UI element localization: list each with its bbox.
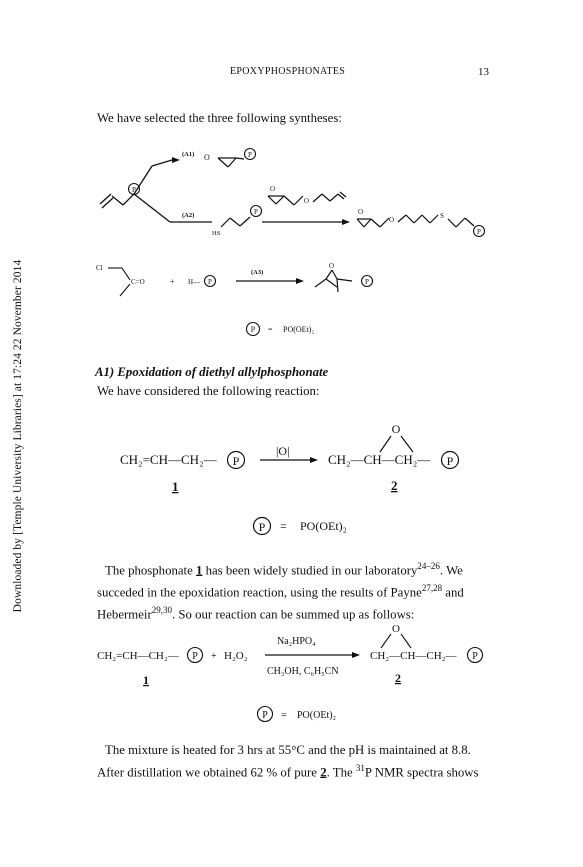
a2-product-structure (357, 215, 474, 227)
oxidant-label: |O| (276, 444, 290, 458)
product-formula: CH₂—CH—CH₂— (370, 650, 457, 662)
ether-o-label: O (304, 197, 310, 205)
thioether-s-label: S (440, 212, 444, 220)
product-formula: CH₂—CH—CH₂— (328, 452, 431, 467)
ether-o-label: O (389, 216, 395, 224)
synthesis-scheme (0, 0, 583, 340)
p-label: P (250, 325, 256, 334)
compound-1-label: 1 (172, 479, 179, 494)
epoxide-o-label: O (358, 208, 364, 216)
compound-2-label: 2 (391, 478, 398, 493)
h-label: H— (188, 278, 201, 286)
reaction-1-scheme (0, 410, 583, 545)
reaction-2-scheme (0, 618, 583, 730)
reagent-below: CH₃OH, C₆H₅CN (267, 666, 339, 677)
p-label: P (258, 520, 266, 534)
legend-equals: = (281, 710, 287, 721)
reactant-formula: CH₂=CH—CH₂— (97, 650, 179, 662)
reactant-formula: CH₂=CH—CH₂— (120, 452, 217, 467)
legend-formula: PO(OEt)₂ (283, 325, 315, 334)
reagent-above: Na₂HPO₄ (277, 636, 316, 647)
legend-equals: = (268, 325, 273, 334)
section-heading: A1) Epoxidation of diethyl allylphosphonate (95, 365, 329, 379)
nmr-isotope: 31 (355, 762, 365, 773)
route-a2-label: (A2) (182, 212, 195, 219)
compound-1-label: 1 (143, 673, 149, 687)
p-label: P (365, 278, 369, 286)
carbonyl-label: C=O (131, 278, 145, 286)
p-label: P (132, 186, 136, 194)
p-label: P (262, 710, 268, 721)
paragraph-mixture: The mixture is heated for 3 hrs at 55°C and the pH is maintained at 8.8. After distillation we obtained 62 % of pure 2. The $^{31}$P NMR spectra shows (97, 743, 479, 779)
epoxide-o-label: O (329, 262, 335, 270)
download-margin-note: Downloaded by [Temple University Libraries] at 17:24 22 November 2014 (12, 259, 24, 613)
citation: 29,30 (151, 604, 172, 615)
plus-sign: + (211, 651, 217, 662)
a3-epoxide-structure (315, 270, 352, 292)
running-title: EPOXYPHOSPHONATES (230, 66, 346, 77)
compound-2-label: 2 (395, 671, 401, 685)
citation: 24–26 (417, 561, 440, 571)
chloroacetone-structure (108, 268, 130, 296)
p-label: P (208, 278, 212, 286)
considered-text: We have considered the following reaction: (97, 384, 320, 398)
legend-formula: PO(OEt)₂ (297, 710, 337, 721)
epoxide-o-label: O (392, 623, 400, 635)
route-a3-label: (A3) (251, 269, 264, 276)
intro-text: We have selected the three following syntheses: (97, 111, 342, 125)
compound-ref: 1 (195, 563, 203, 578)
epoxide-ring-structure (381, 634, 411, 648)
epoxide-o-label: O (204, 153, 210, 162)
chloro-label: Cl (96, 264, 103, 272)
citation: 27,28 (421, 582, 443, 593)
epoxide-o-label: O (270, 185, 276, 193)
p-label: P (254, 208, 258, 216)
epoxy-a1-structure (218, 158, 244, 167)
p-label: P (446, 454, 454, 468)
compound-ref: 2 (320, 764, 327, 779)
paragraph-phosphonate: The phosphonate 1 has been widely studied in our laboratory$^{24-26}$. We succeded in the epoxidation reaction, using the results of Payne$^{27,28}$ and Hebermeir$^{29,30}$. So our reaction can be summed up as follows: (97, 561, 464, 621)
p-label: P (248, 151, 252, 159)
epoxide-o-label: O (391, 422, 401, 436)
hs-label: HS (212, 230, 221, 237)
epoxide-ring-structure (380, 436, 413, 452)
p-label: P (232, 454, 240, 468)
oxidant-formula: H₂O₂ (224, 650, 248, 662)
page-number: 13 (478, 66, 489, 78)
route-a1-label: (A1) (182, 151, 195, 158)
plus-sign: + (170, 277, 175, 286)
p-label: P (192, 651, 198, 662)
legend-equals: = (280, 519, 287, 533)
p-label: P (477, 228, 481, 236)
mercapto-phosphonate-structure (221, 217, 250, 227)
p-label: P (472, 651, 478, 662)
legend-formula: PO(OEt)₂ (300, 519, 347, 533)
